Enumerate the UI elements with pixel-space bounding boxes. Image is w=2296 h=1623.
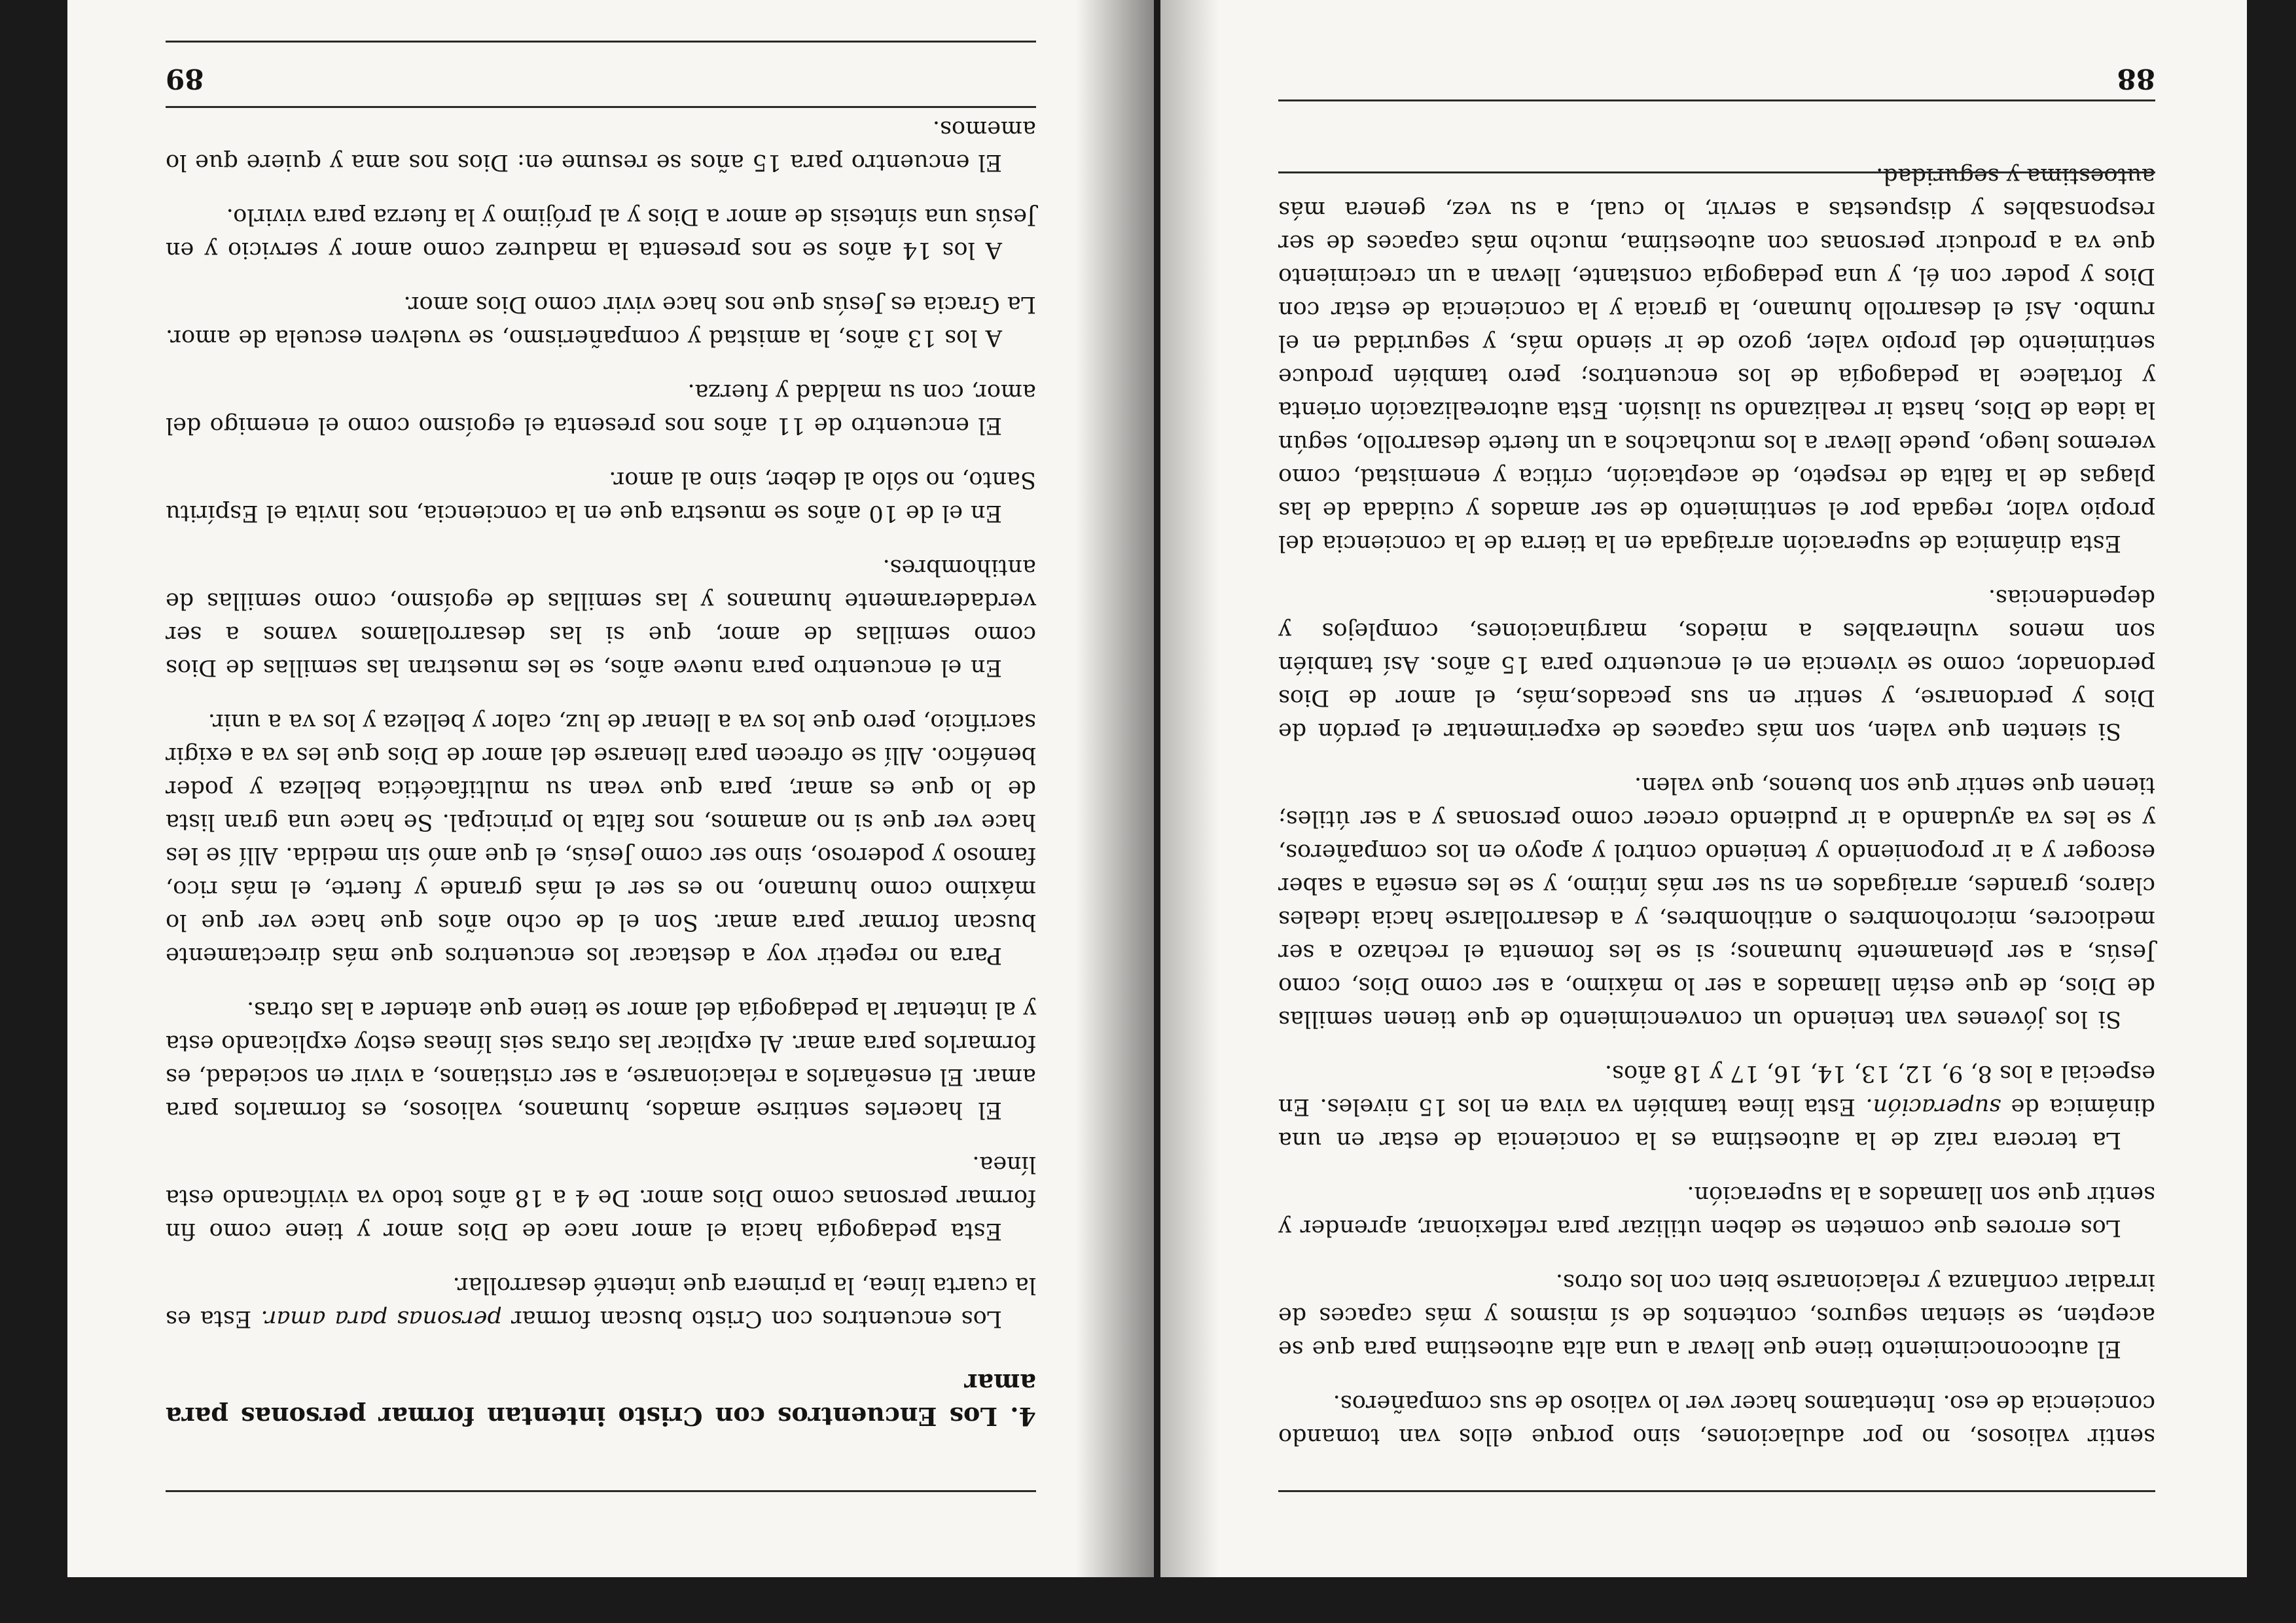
paragraph: Esta pedagogía hacia el amor nace de Dios amor y tiene como fin formar personas como Dios amor. De 4 a 18 años todo va vivificando esta línea. xyxy=(166,1151,1036,1244)
paragraph: El encuentro de 11 años nos presenta el egoísmo como el enemigo del amor, con su maldad y fuerza. xyxy=(166,379,1036,438)
paragraph xyxy=(166,1268,1036,1335)
header-rule xyxy=(166,1490,1036,1492)
header-rule xyxy=(1278,1490,2155,1492)
paragraph: El encuentro para 15 años se resume en: Dios nos ama y quiere que lo amemos. xyxy=(166,116,1036,175)
page-88-body xyxy=(1278,138,2155,1453)
paragraph xyxy=(1278,1056,2155,1156)
page-89 xyxy=(67,0,1154,1577)
paragraph: Si los jóvenes van teniendo un convencimiento de que tienen semillas de Dios, de que están llamados a ser lo máximo, a ser como Dios, como Jesús, a ser plenamente humanos; si se les fomenta el rechazo a ser mediocres, microhombres o antihombres, y a desarrollarse hacia ideales claros, grandes, arraigados en su ser más íntimo, y se les enseña a saber escoger y a ir proponiendo y teniendo control y apoyo en los compañeros, y se les va ayudando a ir pudiendo crecer como personas y a ser útiles; tienen que sentir que son buenos, que valen. xyxy=(1278,772,2155,1032)
footer-rule xyxy=(166,106,1036,108)
paragraph: El hacerles sentirse amados, humanos, valiosos, es formarlos para amar. El enseñarlos a relacionarse, a ser cristianos, a vivir en sociedad, es formarlos para amar. Al explicar las otras seis líneas estoy explicando esta y al intentar la pedagogía del amor se tiene que atender a las otras. xyxy=(166,997,1036,1123)
footer-rule xyxy=(1278,99,2155,101)
paragraph-text: La tercera raíz de la autoestima es la conciencia de estar en una dinámica de xyxy=(1278,1094,2155,1153)
section-title: 4. Los Encuentros con Cristo intentan formar personas para amar xyxy=(166,1368,1036,1431)
page-88 xyxy=(1160,0,2247,1577)
page-number: 88 xyxy=(2117,63,2155,95)
paragraph: En el encuentro para nueve años, se les muestran las semillas de Dios como semillas de amor, que si las desarrollamos vamos a ser verdaderamente humanos y las semillas de egoísmo, como semillas de antihombres. xyxy=(166,554,1036,681)
paragraph: A los 13 años, la amistad y compañerismo, se vuelven escuela de amor. La Gracia es Jesús que nos hace vivir como Dios amor. xyxy=(166,291,1036,351)
page-89-body xyxy=(166,91,1036,1433)
paragraph: sentir valiosos, no por adulaciones, sino porque ellos van tomando conciencia de eso. Intentamos hacer ver lo valioso de sus compañeros. xyxy=(1278,1390,2155,1450)
paragraph-text: Los encuentros con Cristo buscan formar xyxy=(511,1306,1002,1332)
paragraph: En el de 10 años se muestra que en la conciencia, nos invita el Espíritu Santo, no sólo al deber, sino al amor. xyxy=(166,467,1036,526)
footer-rule xyxy=(166,41,1036,43)
emphasis-text: personas para amar. xyxy=(260,1306,502,1332)
paragraph: Para no repetir voy a destacar los encuentros que más directamente buscan formar para amar. Son el de ocho años que hace ver que lo máximo como humano, no es ser el más grande y fuerte, el más rico, famoso y poderoso, sino ser como Jesús, el que amó sin medida. Allí se les hace ver que si no amamos, nos falta lo principal. Se hace una gran lista de lo que es amar, para que vean su multifacética belleza y poder benéfico. Allí se ofrecen para llenarse del amor de Dios que les va a exigir sacrificio, pero que los va a llenar de luz, calor y belleza y los va a unir. xyxy=(166,709,1036,969)
paragraph-text: Esta es la cuarta línea, la primera que intenté desarrollar. xyxy=(166,1272,1036,1332)
paragraph: El autoconocimiento tiene que llevar a una alta autoestima para que se acepten, se sientan seguros, contentos de sí mismos y más capaces de irradiar confianza y relacionarse bien con los otros. xyxy=(1278,1269,2155,1362)
page-number: 89 xyxy=(166,63,204,95)
paragraph: Si sienten que valen, son más capaces de experimentar el perdón de Dios y perdonarse, y sentir en sus pecados,más, el amor de Dios perdonador, como se vivencia en el encuentro para 15 años. Así también son menos vulnerables a miedos, marginaciones, complejos y dependencias. xyxy=(1278,584,2155,744)
paragraph: Esta dinámica de superación arraigada en la tierra de la conciencia del propio valor, regada por el sentimiento de ser amados y cuidada de las plagas de la falta de respeto, de aceptación, crítica y enemistad, como veremos luego, puede llevar a los muchachos a un fuerte desarrollo, según la idea de Dios, hasta ir realizando su ilusión. Esta autorealización orienta y fortalece la pedagogía de los encuentros; pero también produce sentimiento del propio valer, gozo de ir siendo más, y seguridad en el rumbo. Así el desarrollo humano, la gracia y la conciencia de estar con Dios y poder con él, y una pedagogía constante, llevan a un crecimiento que va a producir personas con autoestima, mucho más capaces de ser responsables y dispuestas a servir, lo cual, a su vez, genera más autoestima y seguridad. xyxy=(1278,163,2155,556)
footer-rule xyxy=(1278,171,2155,173)
paragraph: A los 14 años se nos presenta la madurez como amor y servicio y en Jesús una síntesis de amor a Dios y al prójimo y la fuerza para vivirlo. xyxy=(166,204,1036,263)
emphasis-text: superación. xyxy=(1865,1094,2001,1120)
paragraph-text: Esta línea también va viva en los 15 niveles. En especial a los 8, 9, 12, 13, 14, 16, 17 y 18 años. xyxy=(1278,1060,2155,1120)
paragraph: Los errores que cometen se deben utilizar para reflexionar, aprender y sentir que son llamados a la superación. xyxy=(1278,1181,2155,1241)
